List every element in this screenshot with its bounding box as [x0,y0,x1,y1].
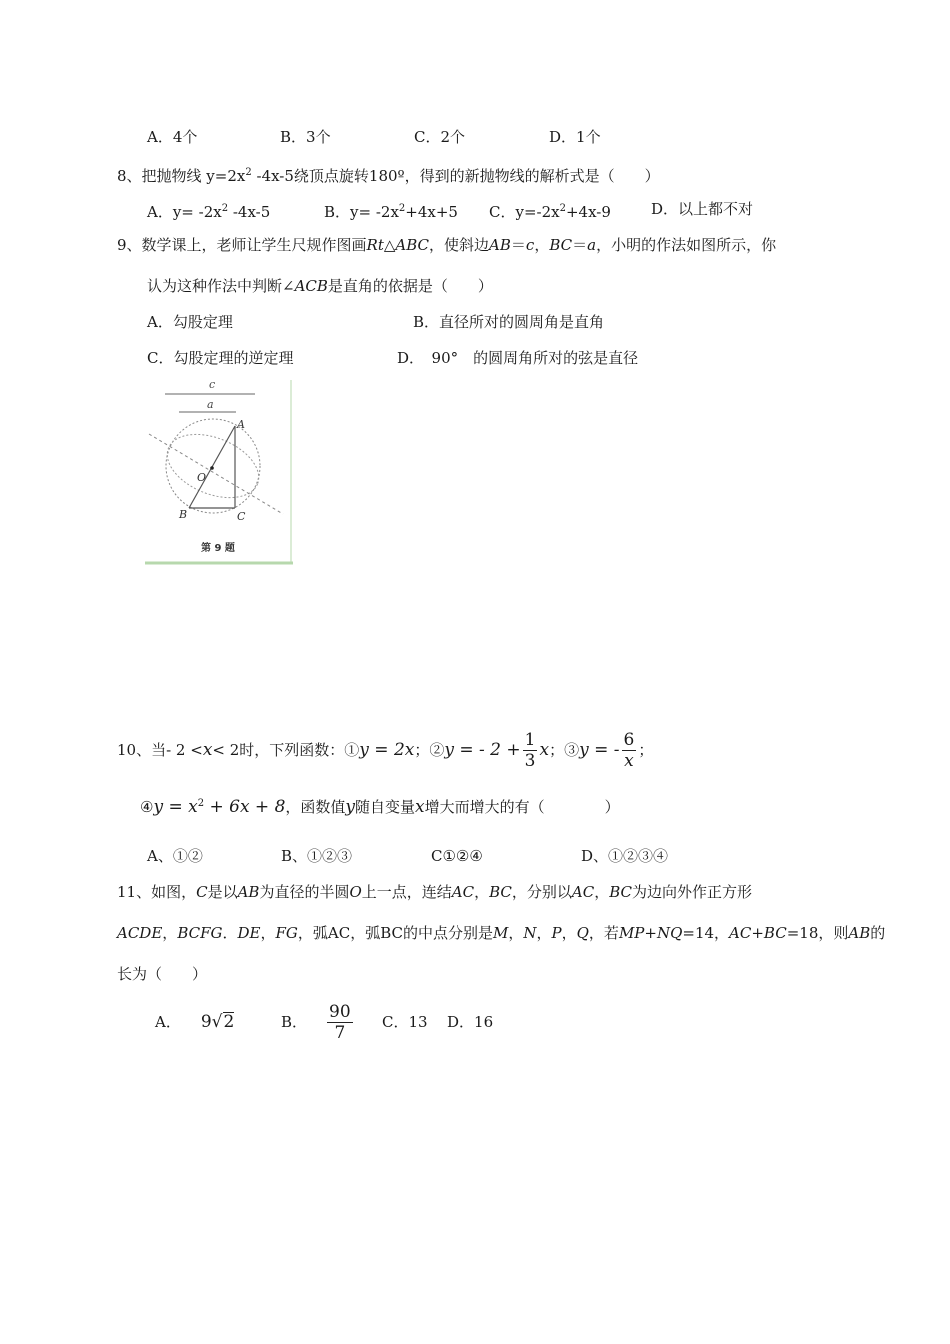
q10-option-b: B、①②③ [281,847,353,865]
q10-stem-line1 [117,730,653,770]
q11-l1-c: 为直径的半圆 [259,883,350,901]
q11-l2-l: ， [536,924,552,942]
q8-stem [117,163,660,186]
q11-l2-b: ， [162,924,178,942]
q11-l2-d: ． [222,924,238,942]
q11-l1-AC: AC [451,883,475,901]
q10-f4-sup: 2 [197,798,205,809]
q10-l2-c: 随自变量 [355,798,416,816]
q10-sep2: ；③ [549,741,580,759]
q8-option-b [324,199,458,222]
q11-l2-f: ， [260,924,276,942]
q11-a-coef: 9 [200,1012,212,1032]
q10-l2-y: y [345,797,356,817]
q9-l1-bc: BC [549,236,573,254]
q8-stem-suffix: -4x-5绕顶点旋转180º，得到的新抛物线的解析式是（ ） [251,167,660,185]
q9-l1-d: ， [534,236,550,254]
q11-option-b [281,1000,355,1044]
q10-f1: y = 2x [359,740,415,760]
q8-stem-sup: 2 [245,167,252,178]
fig-caption: 第 9 题 [201,543,235,554]
q9-stem-line1 [117,235,776,255]
q9-figure-svg [145,378,295,566]
q9-figure [145,378,295,566]
q11-l2-o: Q [576,924,589,942]
q11-l1-d: 上一点，连结 [361,883,452,901]
q8-option-d: D．以上都不对 [651,200,754,218]
q9-option-b: B．直径所对的圆周角是直角 [413,313,605,331]
q11-l2-j: ， [508,924,524,942]
q9-option-a: A．勾股定理 [147,313,233,331]
q10-f3-frac [622,731,637,771]
q11-b-den: 7 [334,1023,346,1043]
q10-option-d: D、①②③④ [581,847,669,865]
q8-c-post: +4x-9 [565,203,611,221]
q11-l2-m: P [551,924,562,942]
q11-a-label: A． [155,1013,181,1031]
q7-option-a: A．4个 [147,128,198,146]
q9-l1-cv: c [525,236,535,254]
q11-stem-line1 [117,882,752,902]
q9-l1-ab: AB [489,236,511,254]
q11-l2-t: =18，则 [786,924,849,942]
q8-b-post: +4x+5 [405,203,458,221]
q11-l1-b: 是以 [207,883,238,901]
q11-l2-r: =14， [682,924,730,942]
q11-l1-a: 11、如图， [117,883,197,901]
q11-option-d: D．16 [447,1013,494,1031]
q8-c-sup: 2 [559,203,566,214]
q9-l1-a: 9、数学课上，老师让学生尺规作图画 [117,236,367,254]
q10-f4-a: y = x [153,797,198,817]
q10-l2-a: ④ [140,798,154,816]
q10-option-c: C①②④ [431,847,483,865]
q9-l2-acb: ACB [294,277,328,295]
q10-option-a: A、①② [147,847,203,865]
perp-bisector-dashed [149,434,283,514]
q11-l1-BC2: BC [609,883,633,901]
q10-f3-num: 6 [623,730,635,750]
q10-f3-den: x [624,751,634,771]
q11-b-frac [327,1003,353,1043]
q11-l1-f: ，分别以 [511,883,572,901]
q7-option-d: D．1个 [549,128,601,146]
q11-l1-AB: AB [237,883,260,901]
q10-f3-a: y = - [579,740,620,760]
q11-l1-C: C [196,883,208,901]
q11-l2-c: BCFG [177,924,223,942]
center-point [210,466,214,470]
q11-l2-u: AB [848,924,871,942]
q10-f2-frac [523,731,538,771]
q10-l1-x: x [202,740,213,760]
q11-a-sqrt-sign: √ [211,1012,223,1032]
q8-a-pre: A．y= -2x [147,203,222,221]
fig-label-B: B [179,508,188,521]
q11-stem-line3: 长为（ ） [117,965,208,983]
q11-stem-line2 [117,923,885,943]
q8-c-pre: C．y=-2x [489,203,560,221]
q11-l2-k: N [523,924,537,942]
q10-l1-a: 10、当- 2 < [117,741,203,759]
q10-stem-line2 [140,790,620,821]
q11-l1-BC: BC [489,883,512,901]
q9-l1-b: ，使斜边 [429,236,490,254]
q11-l2-v: 的 [870,924,886,942]
q9-l1-rt: Rt△ABC [366,236,430,254]
q11-l1-e: ， [474,883,490,901]
q11-l2-n: ， [561,924,577,942]
q11-a-radicand: 2 [223,1012,235,1032]
q11-l2-h: ，弧AC，弧BC的中点分别是 [297,924,493,942]
q11-l2-a: ACDE [117,924,163,942]
q11-b-label: B． [281,1013,308,1031]
q8-a-post: -4x-5 [228,203,271,221]
q11-l2-i: M [492,924,509,942]
q11-l2-q: MP+NQ [618,924,683,942]
q9-stem-line2 [147,276,493,296]
q11-l2-g: FG [275,924,298,942]
fig-label-A: A [237,418,245,431]
q10-l2-x: x [415,797,425,817]
q11-l1-h: 为边向外作正方形 [632,883,753,901]
q10-f2-den: 3 [524,751,536,771]
q11-l2-e: DE [237,924,261,942]
q10-l2-d: 增大而增大的有（ ） [424,798,620,816]
q8-a-sup: 2 [221,203,229,214]
q9-l1-c: ＝ [510,236,526,254]
q8-stem-prefix: 8、把抛物线 y=2x [117,167,246,185]
q10-sep1: ；② [414,741,445,759]
fig-label-c: c [209,378,216,391]
q10-f2-a: y = - 2 + [444,740,521,760]
q10-sep3: ； [638,741,654,759]
q9-option-c: C．勾股定理的逆定理 [147,349,294,367]
fig-label-a: a [207,398,214,411]
q9-l2-b: 是直角的依据是（ ） [327,277,493,295]
q9-l2-a: 认为这种作法中判断∠ [147,277,295,295]
q11-option-a [155,1012,234,1032]
q10-f2-num: 1 [524,730,536,750]
q9-l1-f: ，小明的作法如图所示，你 [596,236,777,254]
q7-option-b: B．3个 [280,128,331,146]
q11-option-c: C．13 [382,1013,428,1031]
q10-f4-b: + 6x + 8 [204,797,286,817]
fig-label-O: O [197,471,207,484]
q8-option-c [489,199,611,222]
q11-l1-g: ， [594,883,610,901]
q9-option-d: D． 90° 的圆周角所对的弦是直径 [397,349,639,367]
q9-l1-av: a [587,236,597,254]
q11-l2-p: ，若 [588,924,619,942]
q8-option-a [147,199,270,222]
q10-f2-b: x [539,740,550,760]
fig-label-C: C [237,510,246,523]
q7-option-c: C．2个 [414,128,466,146]
q9-l1-e: ＝ [572,236,588,254]
q11-l1-AC2: AC [571,883,595,901]
q11-b-num: 90 [329,1002,351,1022]
q8-b-pre: B．y= -2x [324,203,399,221]
q10-l1-b: < 2时，下列函数：① [212,741,360,759]
q11-l2-s: AC+BC [729,924,787,942]
q8-b-sup: 2 [398,203,406,214]
q10-l2-b: ，函数值 [285,798,346,816]
q11-l1-O: O [349,883,362,901]
